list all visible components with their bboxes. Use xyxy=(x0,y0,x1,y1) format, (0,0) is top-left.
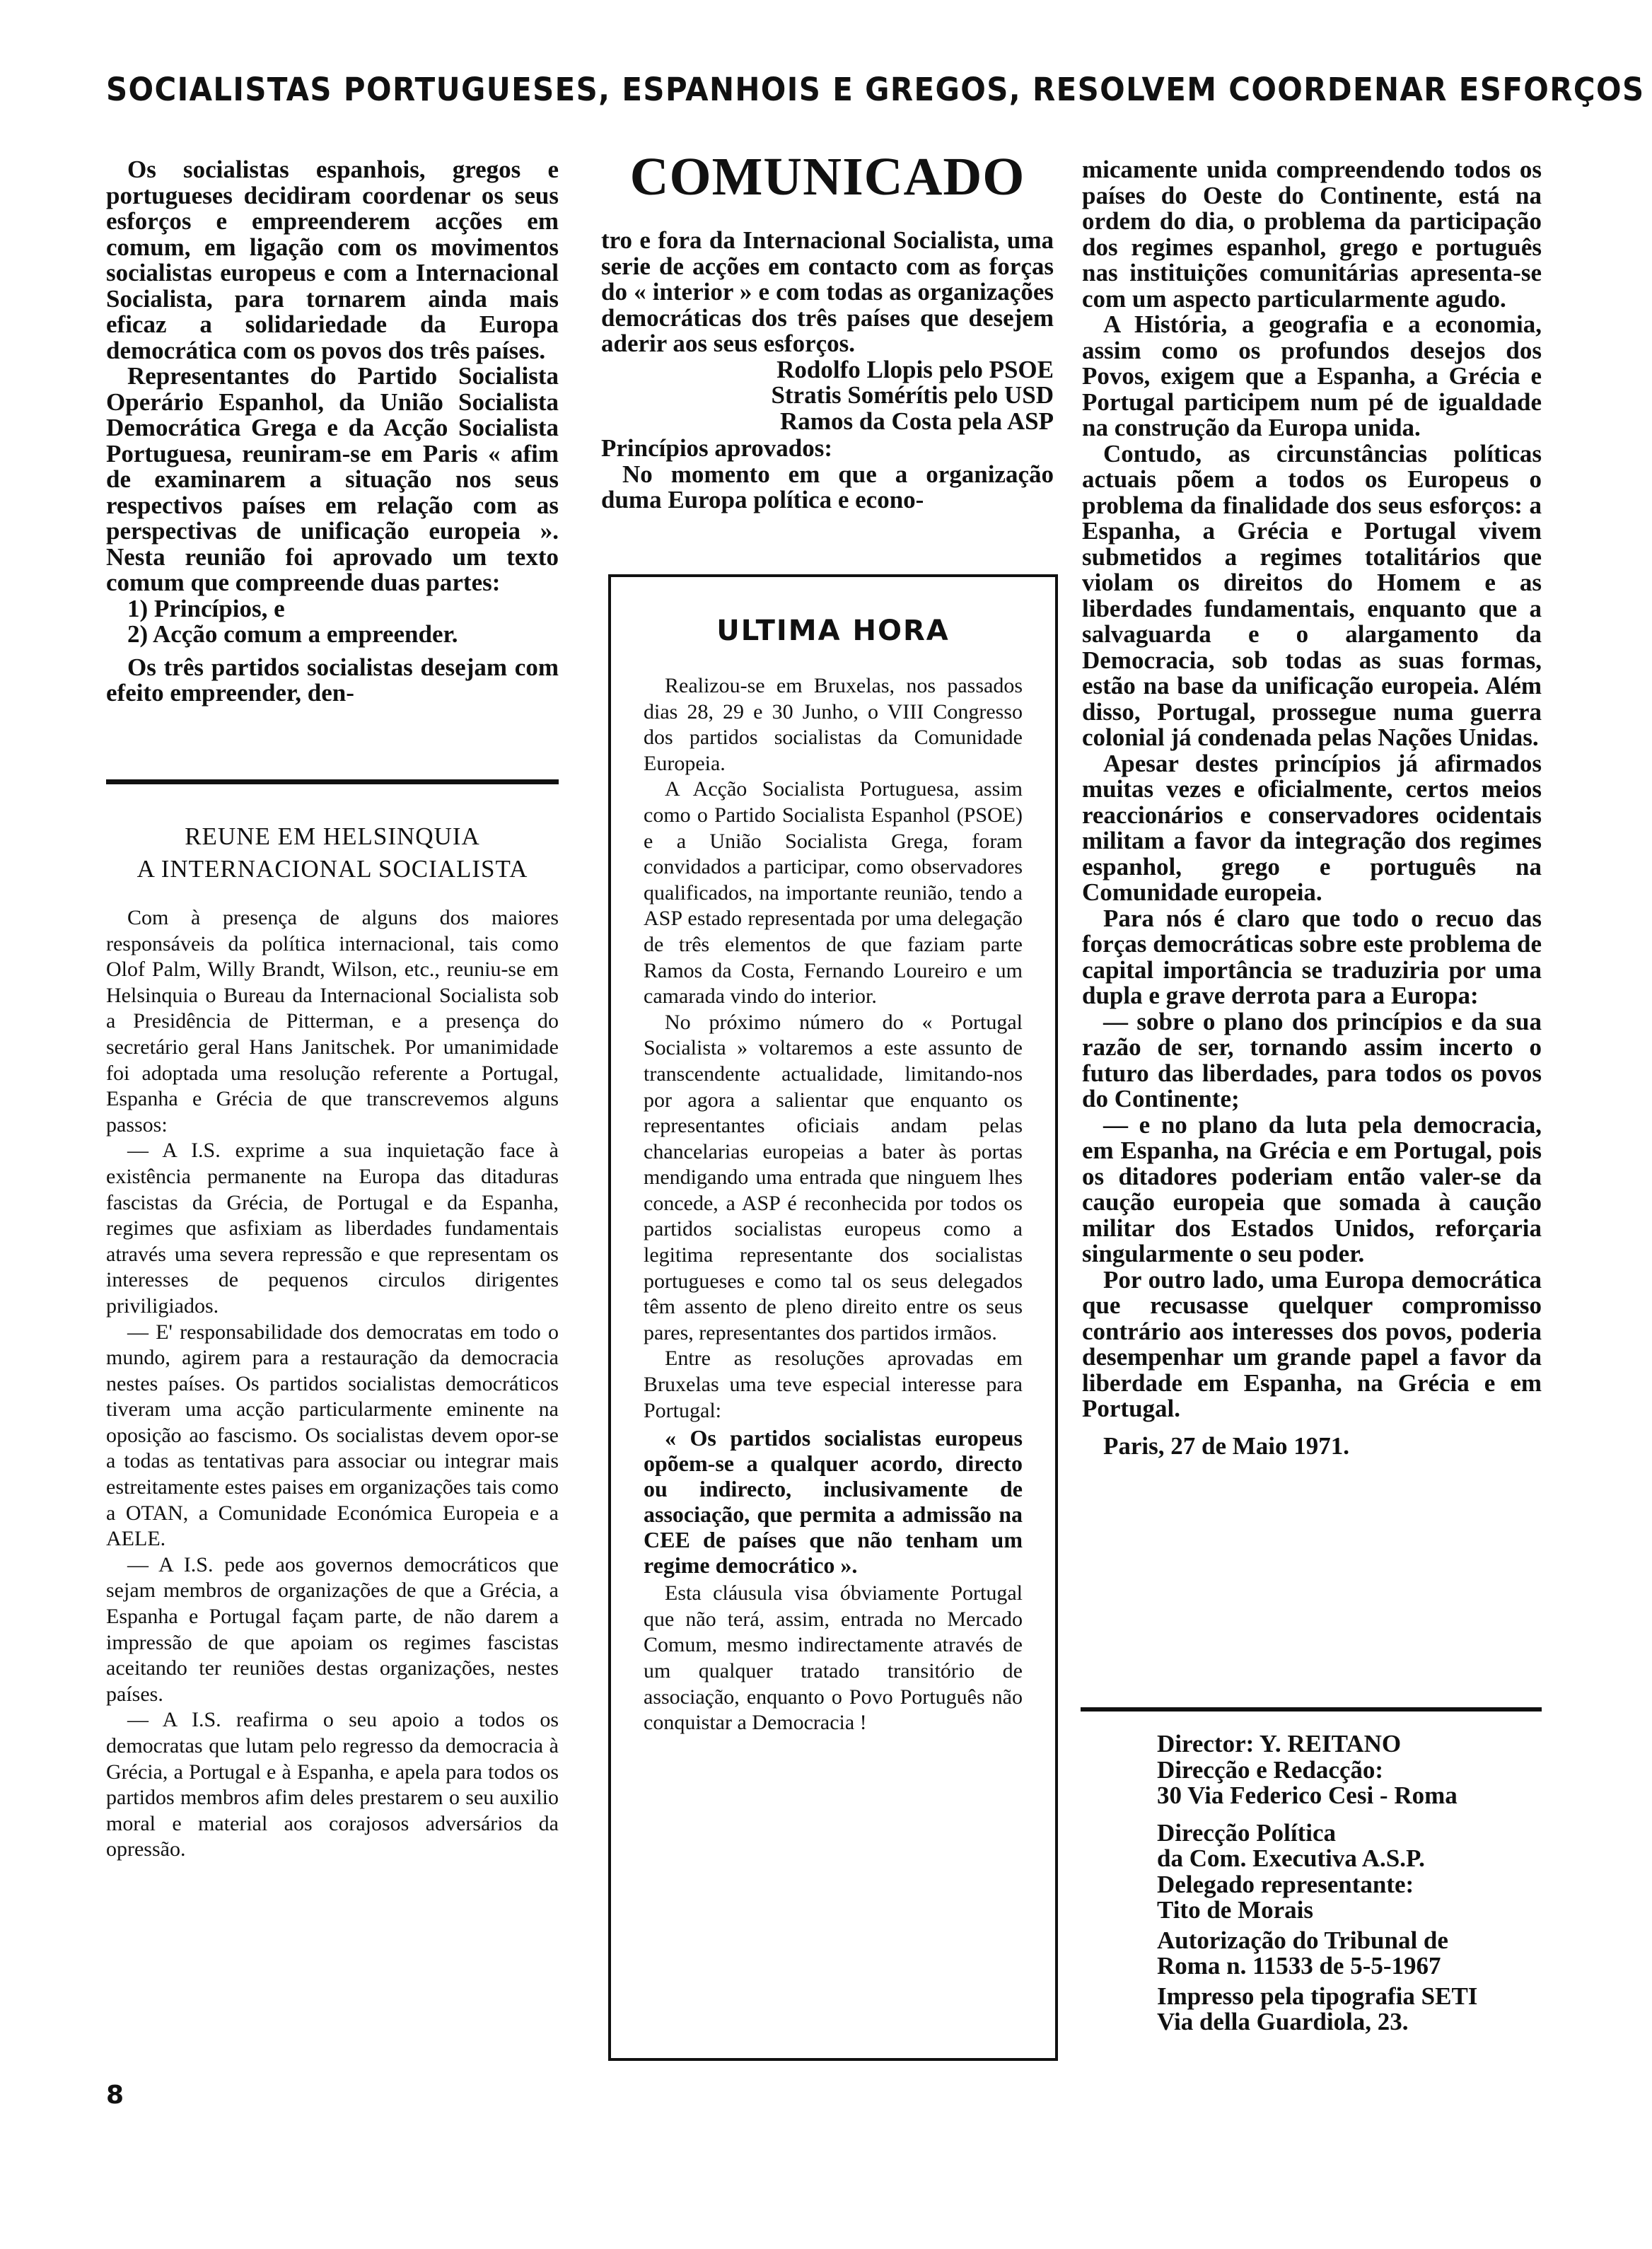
comunicado-paragraph: tro e fora da Internacional Socialista, uma serie de acções em contacto com as forças do « interior » e com todas as organizações democráticas dos três países que desejem aderir aos seus esforços. xyxy=(601,226,1054,357)
right-paragraph-1: micamente unida compreendendo todos os países do Oeste do Continente, está na ordem do dia, o problema da participação dos regimes espanhol, grego e português nas instituições comunitárias apresenta-se com um aspecto particularmente agudo. xyxy=(1082,156,1542,313)
masthead-political-line-1: Direcção Política xyxy=(1157,1818,1336,1847)
masthead-printer-line-1: Impresso pela tipografia SETI xyxy=(1157,1982,1478,2010)
masthead xyxy=(1157,1731,1553,2035)
helsinki-paragraph-1: Com à presença de alguns dos maiores responsáveis da política internacional, tais como Olof Palm, Willy Brandt, Wilson, etc., reuniu-se em Helsinquia o Bureau da Internacional Socialista sob a Presidência de Pitterman, e a presença do secretário geral Hans Janitschek. Por umanimidade foi adoptada uma resolução referente a Portugal, Espanha e Grécia de que transcrevemos alguns passos: xyxy=(106,906,559,1137)
right-paragraph-4: Apesar destes princípios já afirmados muitas vezes e oficialmente, certos meios reaccionários e conservadores ocidentais militam a favor da integração dos regimes espanhol, grego e português na Comunidade europeia. xyxy=(1082,749,1542,906)
masthead-delegate-label: Delegado representante: xyxy=(1157,1870,1414,1898)
masthead-authorization-line-1: Autorização do Tribunal de xyxy=(1157,1926,1448,1954)
comunicado-title: COMUNICADO xyxy=(629,147,1025,207)
right-paragraph-8: Por outro lado, uma Europa democrática que recusasse quelquer compromisso contrário aos interesses dos povos, poderia desempenhar um grande papel a favor da liberdade em Espanha, na Grécia e em Portugal. xyxy=(1082,1265,1542,1422)
helsinki-title xyxy=(106,820,559,885)
masthead-printer-line-2: Via della Guardiola, 23. xyxy=(1157,2008,1409,2035)
ultima-hora-box xyxy=(608,574,1058,2061)
dateline: Paris, 27 de Maio 1971. xyxy=(1103,1431,1350,1460)
masthead-editorial-label: Direcção e Redacção: xyxy=(1157,1755,1384,1784)
right-paragraph-6: — sobre o plano dos princípios e da sua razão de ser, tornando assim incerto o futuro das liberdades, para todos os povos do Continente; xyxy=(1082,1007,1542,1112)
resolution-quote: « Os partidos socialistas europeus opõem-se a qualquer acordo, directo ou indirecto, inclusivamente de associação, que permita a admissão na CEE de países que não tenham um regime democrático ». xyxy=(644,1425,1023,1579)
helsinki-paragraph-3: — E' responsabilidade dos democratas em todo o mundo, agirem para a restauração da democracia nestes países. Os partidos socialistas democráticos tiveram uma acção particularmente eminente na oposição ao fascismo. Os socialistas devem opor-se a todas as tentativas para associar ou integrar mais estreitamente estes paises em organizações tais como a OTAN, a Comunidade Económica Europeia e a AELE. xyxy=(106,1320,559,1551)
right-column-article xyxy=(1082,157,1542,1460)
helsinki-title-line-1: REUNE EM HELSINQUIA xyxy=(185,823,480,850)
masthead-director: Director: Y. REITANO xyxy=(1157,1730,1402,1757)
helsinki-article xyxy=(106,820,559,1863)
helsinki-paragraph-4: — A I.S. pede aos governos democráticos que sejam membros de organizações de que a Grécia, a Espanha e Portugal façam parte, de não darem a impressão de que apoiam os regimes fascistas aceitando ter reuniões destas organizações, nestes países. xyxy=(106,1552,559,1706)
comunicado-section xyxy=(601,149,1054,513)
masthead-delegate-name: Tito de Morais xyxy=(1157,1896,1314,1924)
signature-usd: Stratis Somérítis pelo USD xyxy=(771,381,1054,409)
lead-paragraph-2: Representantes do Partido Socialista Operário Espanhol, da União Socialista Democrática Grega e da Acção Socialista Portuguesa, reuniram-se em Paris « afim de examinarem a situação nos seus respectivos países em relação com as perspectivas de unificação europeia ». Nesta reunião foi aprovado um texto comum que compreende duas partes: xyxy=(106,362,559,596)
ultima-hora-title: ULTIMA HORA xyxy=(716,615,950,647)
masthead-political-line-2: da Com. Executiva A.S.P. xyxy=(1157,1844,1425,1872)
right-paragraph-5: Para nós é claro que todo o recuo das forças democráticas sobre este problema de capital importância se traduziria por uma dupla e grave derrota para a Europa: xyxy=(1082,904,1542,1009)
signature-psoe: Rodolfo Llopis pelo PSOE xyxy=(776,355,1054,383)
right-section-divider xyxy=(1081,1707,1542,1712)
signature-asp: Ramos da Costa pela ASP xyxy=(780,407,1054,435)
ultima-hora-closing: Esta cláusula visa óbviamente Portugal que não terá, assim, entrada no Mercado Comum, mesmo indirectamente através de um qualquer tratado transitório de associação, enquanto o Povo Português não conquistar a Democracia ! xyxy=(644,1581,1023,1735)
list-item-principles: 1) Princípios, e xyxy=(127,594,285,622)
list-item-action: 2) Acção comum a empreender. xyxy=(127,620,458,648)
helsinki-paragraph-5: — A I.S. reafirma o seu apoio a todos os democratas que lutam pelo regresso da democracia à Grécia, a Portugal e à Espanha, e apela para todos os partidos membros afim deles prestarem o seu auxilio moral e material aos corajosos adversários da opressão. xyxy=(106,1708,559,1861)
principles-paragraph: No momento em que a organização duma Europa política e econo- xyxy=(601,460,1054,513)
ultima-hora-paragraph-3: No próximo número do « Portugal Socialista » voltaremos a este assunto de transcendente actualidade, limitando-nos por agora a salientar que enquanto os representantes oficiais andam pelas chancelarias europeias a bater às portas mendigando uma entrada que ninguem lhes concede, a ASP é reconhecida por todos os partidos socialistas europeus como a legitima representante dos socialistas portugueses e como tal os seus delegados têm assento de pleno direito entre os seus pares, representantes dos partidos irmãos. xyxy=(644,1010,1023,1344)
helsinki-title-line-2: A INTERNACIONAL SOCIALISTA xyxy=(136,855,528,883)
page-headline: SOCIALISTAS PORTUGUESES, ESPANHOIS E GREGOS, RESOLVEM COORDENAR ESFORÇOS xyxy=(106,71,1645,108)
page-number: 8 xyxy=(106,2081,124,2110)
right-paragraph-2: A História, a geografia e a economia, assim como os profundos desejos dos Povos, exigem que a Espanha, a Grécia e Portugal participem num pé de igualdade na construção da Europa unida. xyxy=(1082,310,1542,441)
lead-article xyxy=(106,157,559,707)
lead-paragraph-3: Os três partidos socialistas desejam com efeito empreender, den- xyxy=(106,653,559,707)
ultima-hora-paragraph-4: Entre as resoluções aprovadas em Bruxelas uma teve especial interesse para Portugal: xyxy=(644,1347,1023,1422)
lead-paragraph-1: Os socialistas espanhois, gregos e portugueses decidiram coordenar os seus esforços e empreenderem acções em comum, em ligação com os movimentos socialistas europeus e com a Internacional Socialista, para tornarem ainda mais eficaz a solidariedade da Europa democrática com os povos dos três países. xyxy=(106,156,559,364)
masthead-authorization-line-2: Roma n. 11533 de 5-5-1967 xyxy=(1157,1952,1441,1980)
ultima-hora-paragraph-2: A Acção Socialista Portuguesa, assim como o Partido Socialista Espanhol (PSOE) e a União Socialista Grega, foram convidados a participar, como observadores qualificados, na importante reunião, tendo a ASP estado representada por uma delegação de três elementos de que faziam parte Ramos da Costa, Fernando Loureiro e um camarada vindo do interior. xyxy=(644,777,1023,1009)
ultima-hora-paragraph-1: Realizou-se em Bruxelas, nos passados dias 28, 29 e 30 Junho, o VIII Congresso dos partidos socialistas da Comunidade Europeia. xyxy=(644,674,1023,775)
left-section-divider xyxy=(106,779,559,784)
right-paragraph-7: — e no plano da luta pela democracia, em Espanha, na Grécia e em Portugal, pois os ditadores poderiam então valer-se da caução europeia que somada à caução militar dos Estados Unidos, reforçaria singularmente o seu poder. xyxy=(1082,1110,1542,1267)
helsinki-paragraph-2: — A I.S. exprime a sua inquietação face à existência permanente na Europa das ditaduras fascistas da Grécia, de Portugal e da Espanha, regimes que asfixiam as liberdades fundamentais através uma severa repressão e que representam os interesses de pequenos circulos dirigentes priviligiados. xyxy=(106,1139,559,1318)
right-paragraph-3: Contudo, as circunstâncias políticas actuais põem a todos os Europeus o problema da finalidade dos seus esforços: a Espanha, a Grécia e Portugal vivem submetidos a regimes totalitários que violam os direitos do Homem e as liberdades fundamentais, enquanto que a salvaguarda e o alargamento da Democracia, sob todas as suas formas, estão na base da unificação europeia. Além disso, Portugal, prossegue numa guerra colonial já condenada pelas Nações Unidas. xyxy=(1082,439,1542,751)
masthead-address: 30 Via Federico Cesi - Roma xyxy=(1157,1782,1458,1809)
principles-label: Princípios aprovados: xyxy=(601,434,833,462)
